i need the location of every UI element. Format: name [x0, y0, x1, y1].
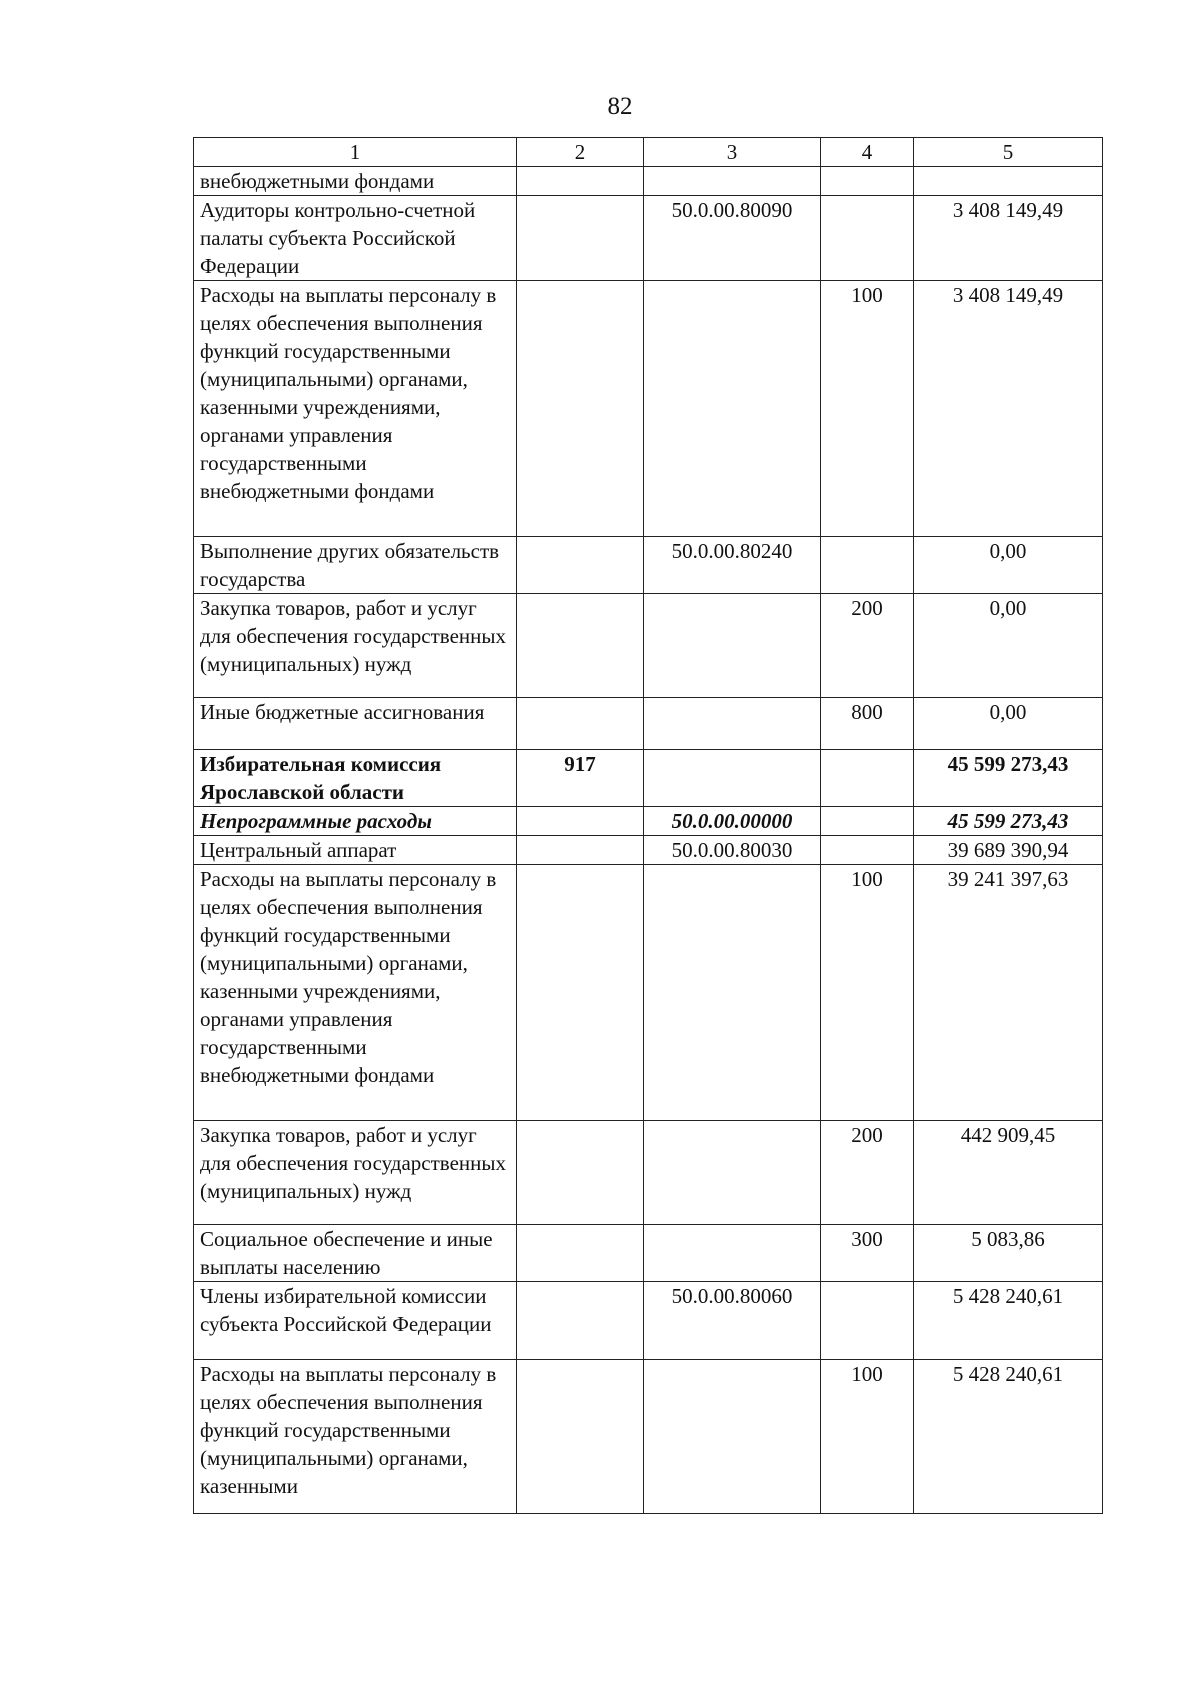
- row-expense-type: [821, 1282, 914, 1360]
- budget-table: [193, 137, 1103, 1514]
- row-target-code: [644, 594, 821, 698]
- row-expense-type: 100: [821, 281, 914, 537]
- row-amount: 45 599 273,43: [914, 750, 1103, 807]
- row-name: Закупка товаров, работ и услуг для обеспечения государственных (муниципальных) нужд: [194, 1121, 517, 1225]
- row-target-code: [644, 698, 821, 750]
- row-expense-type: [821, 167, 914, 196]
- row-target-code: 50.0.00.80090: [644, 196, 821, 281]
- table-row: [194, 1282, 1103, 1360]
- row-amount: 39 241 397,63: [914, 865, 1103, 1121]
- row-target-code: [644, 1360, 821, 1514]
- row-expense-type: 300: [821, 1225, 914, 1282]
- table-row: [194, 281, 1103, 537]
- row-dept-code: [517, 807, 644, 836]
- row-expense-type: [821, 750, 914, 807]
- row-dept-code: [517, 1282, 644, 1360]
- row-name: внебюджетными фондами: [194, 167, 517, 196]
- table-row: [194, 807, 1103, 836]
- row-name: Выполнение других обязательств государства: [194, 537, 517, 594]
- header-col-3: 3: [644, 138, 821, 167]
- header-col-2: 2: [517, 138, 644, 167]
- row-dept-code: [517, 167, 644, 196]
- row-target-code: [644, 1225, 821, 1282]
- row-amount: 5 428 240,61: [914, 1360, 1103, 1514]
- row-expense-type: [821, 196, 914, 281]
- row-expense-type: 100: [821, 865, 914, 1121]
- table-row: [194, 836, 1103, 865]
- row-name: Закупка товаров, работ и услуг для обеспечения государственных (муниципальных) нужд: [194, 594, 517, 698]
- table-row: [194, 196, 1103, 281]
- row-expense-type: 200: [821, 594, 914, 698]
- row-dept-code: [517, 698, 644, 750]
- row-name: Члены избирательной комиссии субъекта Российской Федерации: [194, 1282, 517, 1360]
- row-amount: 0,00: [914, 594, 1103, 698]
- row-expense-type: 200: [821, 1121, 914, 1225]
- row-amount: 442 909,45: [914, 1121, 1103, 1225]
- row-dept-code: [517, 1225, 644, 1282]
- row-target-code: 50.0.00.00000: [644, 807, 821, 836]
- row-dept-code: [517, 537, 644, 594]
- row-amount: 3 408 149,49: [914, 196, 1103, 281]
- row-target-code: [644, 865, 821, 1121]
- table-row: [194, 750, 1103, 807]
- row-name: Расходы на выплаты персоналу в целях обеспечения выполнения функций государственными (муниципальными) органами, казенными учреждениями, органами управления государственными внебюджетными фондами: [194, 865, 517, 1121]
- table-row: [194, 167, 1103, 196]
- table-row: [194, 594, 1103, 698]
- row-amount: 3 408 149,49: [914, 281, 1103, 537]
- header-col-1: 1: [194, 138, 517, 167]
- row-target-code: [644, 1121, 821, 1225]
- table-row: [194, 1360, 1103, 1514]
- row-name: Расходы на выплаты персоналу в целях обеспечения выполнения функций государственными (муниципальными) органами, казенными учреждениями, органами управления государственными внебюджетными фондами: [194, 281, 517, 537]
- row-dept-code: [517, 594, 644, 698]
- page-number: 82: [607, 93, 633, 120]
- row-dept-code: [517, 1121, 644, 1225]
- row-name: Избирательная комиссия Ярославской области: [194, 750, 517, 807]
- row-name: Непрограммные расходы: [194, 807, 517, 836]
- row-amount: 5 083,86: [914, 1225, 1103, 1282]
- header-col-4: 4: [821, 138, 914, 167]
- row-target-code: 50.0.00.80060: [644, 1282, 821, 1360]
- row-target-code: 50.0.00.80240: [644, 537, 821, 594]
- row-target-code: [644, 281, 821, 537]
- table-row: [194, 1121, 1103, 1225]
- row-amount: 39 689 390,94: [914, 836, 1103, 865]
- header-row: [194, 138, 1103, 167]
- row-expense-type: [821, 836, 914, 865]
- row-name: Иные бюджетные ассигнования: [194, 698, 517, 750]
- row-dept-code: [517, 281, 644, 537]
- row-amount: [914, 167, 1103, 196]
- row-name: Аудиторы контрольно-счетной палаты субъекта Российской Федерации: [194, 196, 517, 281]
- row-dept-code: [517, 196, 644, 281]
- table-row: [194, 1225, 1103, 1282]
- row-target-code: [644, 750, 821, 807]
- budget-table-body: [194, 138, 1103, 1514]
- row-expense-type: [821, 537, 914, 594]
- table-row: [194, 537, 1103, 594]
- table-row: [194, 865, 1103, 1121]
- row-expense-type: [821, 807, 914, 836]
- row-amount: 45 599 273,43: [914, 807, 1103, 836]
- row-dept-code: [517, 865, 644, 1121]
- row-dept-code: [517, 836, 644, 865]
- row-expense-type: 100: [821, 1360, 914, 1514]
- table-row: [194, 698, 1103, 750]
- row-dept-code: [517, 1360, 644, 1514]
- row-expense-type: 800: [821, 698, 914, 750]
- row-target-code: [644, 167, 821, 196]
- row-amount: 0,00: [914, 698, 1103, 750]
- row-amount: 0,00: [914, 537, 1103, 594]
- row-amount: 5 428 240,61: [914, 1282, 1103, 1360]
- row-name: Расходы на выплаты персоналу в целях обеспечения выполнения функций государственными (муниципальными) органами, казенными: [194, 1360, 517, 1514]
- header-col-5: 5: [914, 138, 1103, 167]
- row-target-code: 50.0.00.80030: [644, 836, 821, 865]
- row-dept-code: 917: [517, 750, 644, 807]
- row-name: Центральный аппарат: [194, 836, 517, 865]
- row-name: Социальное обеспечение и иные выплаты населению: [194, 1225, 517, 1282]
